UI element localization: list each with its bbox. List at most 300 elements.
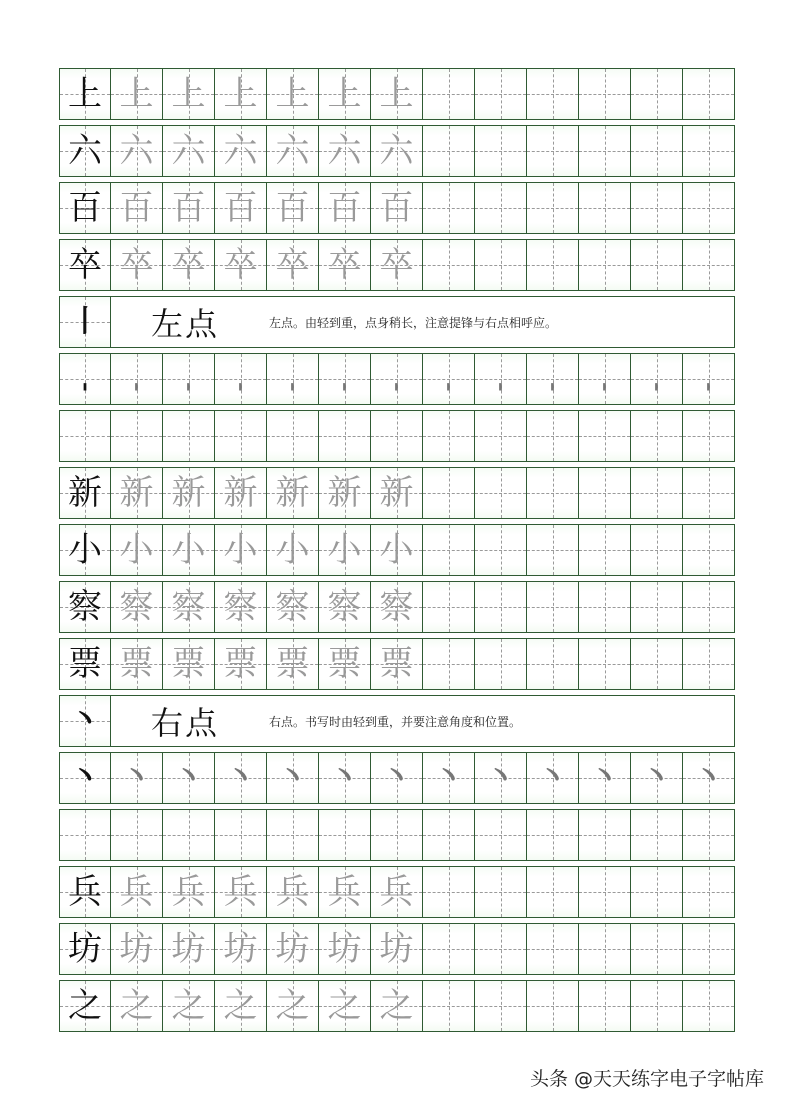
practice-cell[interactable] bbox=[215, 68, 267, 120]
practice-row-char bbox=[59, 467, 735, 519]
practice-cell[interactable] bbox=[683, 182, 735, 234]
practice-cell[interactable] bbox=[111, 923, 163, 975]
practice-cell[interactable] bbox=[319, 980, 371, 1032]
practice-cell[interactable] bbox=[527, 524, 579, 576]
trace-glyph: 坊 bbox=[275, 929, 310, 969]
trace-glyph: ˌ bbox=[236, 361, 245, 396]
practice-cell[interactable] bbox=[423, 410, 475, 462]
practice-cell[interactable] bbox=[59, 239, 111, 291]
trace-glyph: ˌ bbox=[652, 361, 661, 396]
practice-cell[interactable] bbox=[163, 353, 215, 405]
practice-cell[interactable] bbox=[423, 182, 475, 234]
practice-cell[interactable] bbox=[527, 353, 579, 405]
practice-cell[interactable] bbox=[631, 980, 683, 1032]
practice-cell[interactable] bbox=[527, 866, 579, 918]
practice-cell[interactable] bbox=[111, 410, 163, 462]
practice-cell[interactable] bbox=[527, 752, 579, 804]
trace-glyph: 百 bbox=[119, 188, 154, 228]
trace-glyph: 百 bbox=[275, 188, 310, 228]
model-glyph: 卒 bbox=[68, 245, 102, 285]
trace-glyph: ˌ bbox=[340, 361, 349, 396]
practice-row-char bbox=[59, 182, 735, 234]
practice-cell[interactable] bbox=[579, 581, 631, 633]
trace-glyph: ˌ bbox=[704, 361, 713, 396]
stroke-model-cell[interactable] bbox=[59, 296, 111, 348]
practice-cell[interactable] bbox=[319, 866, 371, 918]
practice-cell[interactable] bbox=[319, 809, 371, 861]
practice-cell[interactable] bbox=[631, 182, 683, 234]
practice-cell[interactable] bbox=[59, 353, 111, 405]
practice-cell[interactable] bbox=[163, 866, 215, 918]
practice-cell[interactable] bbox=[527, 581, 579, 633]
practice-cell[interactable] bbox=[579, 239, 631, 291]
practice-cell[interactable] bbox=[111, 182, 163, 234]
practice-cell[interactable] bbox=[163, 410, 215, 462]
practice-cell[interactable] bbox=[163, 809, 215, 861]
practice-cell[interactable] bbox=[371, 524, 423, 576]
practice-cell[interactable] bbox=[683, 68, 735, 120]
practice-row-char bbox=[59, 980, 735, 1032]
stroke-heading bbox=[111, 695, 735, 747]
practice-cell[interactable] bbox=[111, 125, 163, 177]
trace-glyph: 上 bbox=[223, 74, 258, 114]
trace-glyph: 之 bbox=[327, 986, 362, 1026]
trace-glyph: 察 bbox=[119, 587, 154, 627]
practice-cell[interactable] bbox=[527, 980, 579, 1032]
practice-row-blank bbox=[59, 809, 735, 861]
practice-cell[interactable] bbox=[631, 923, 683, 975]
practice-cell[interactable] bbox=[423, 809, 475, 861]
trace-glyph: 小 bbox=[171, 530, 206, 570]
practice-cell[interactable] bbox=[475, 524, 527, 576]
trace-glyph: 上 bbox=[327, 74, 362, 114]
practice-cell[interactable] bbox=[215, 239, 267, 291]
practice-cell[interactable] bbox=[267, 638, 319, 690]
practice-cell[interactable] bbox=[267, 524, 319, 576]
trace-glyph: 卒 bbox=[119, 245, 154, 285]
practice-cell[interactable] bbox=[423, 125, 475, 177]
practice-cell[interactable] bbox=[631, 581, 683, 633]
practice-cell[interactable] bbox=[579, 524, 631, 576]
model-glyph: 百 bbox=[68, 188, 102, 228]
practice-cell[interactable] bbox=[59, 68, 111, 120]
practice-cell[interactable] bbox=[475, 239, 527, 291]
practice-cell[interactable] bbox=[59, 410, 111, 462]
trace-glyph: 小 bbox=[119, 530, 154, 570]
practice-cell[interactable] bbox=[423, 581, 475, 633]
practice-cell[interactable] bbox=[111, 353, 163, 405]
trace-glyph: 百 bbox=[327, 188, 362, 228]
practice-cell[interactable] bbox=[631, 638, 683, 690]
model-glyph: 之 bbox=[68, 986, 102, 1026]
practice-cell[interactable] bbox=[215, 524, 267, 576]
practice-cell[interactable] bbox=[59, 923, 111, 975]
practice-cell[interactable] bbox=[371, 125, 423, 177]
practice-cell[interactable] bbox=[267, 68, 319, 120]
model-glyph: ˌ bbox=[80, 361, 90, 396]
practice-cell[interactable] bbox=[267, 410, 319, 462]
practice-cell[interactable] bbox=[319, 581, 371, 633]
practice-cell[interactable] bbox=[163, 68, 215, 120]
practice-cell[interactable] bbox=[683, 410, 735, 462]
practice-cell[interactable] bbox=[111, 752, 163, 804]
practice-cell[interactable] bbox=[371, 809, 423, 861]
practice-cell[interactable] bbox=[423, 467, 475, 519]
practice-cell[interactable] bbox=[215, 923, 267, 975]
practice-cell[interactable] bbox=[267, 809, 319, 861]
practice-row-char bbox=[59, 581, 735, 633]
trace-glyph: 之 bbox=[171, 986, 206, 1026]
practice-cell[interactable] bbox=[423, 68, 475, 120]
practice-cell[interactable] bbox=[59, 980, 111, 1032]
practice-cell[interactable] bbox=[527, 68, 579, 120]
practice-cell[interactable] bbox=[163, 239, 215, 291]
trace-glyph: 六 bbox=[171, 131, 206, 171]
practice-cell[interactable] bbox=[111, 866, 163, 918]
trace-glyph: 新 bbox=[275, 473, 310, 513]
practice-cell[interactable] bbox=[579, 68, 631, 120]
practice-cell[interactable] bbox=[527, 125, 579, 177]
practice-cell[interactable] bbox=[579, 125, 631, 177]
practice-cell[interactable] bbox=[59, 182, 111, 234]
practice-cell[interactable] bbox=[631, 125, 683, 177]
practice-cell[interactable] bbox=[683, 353, 735, 405]
practice-cell[interactable] bbox=[475, 410, 527, 462]
practice-cell[interactable] bbox=[423, 980, 475, 1032]
practice-cell[interactable] bbox=[59, 809, 111, 861]
practice-cell[interactable] bbox=[59, 752, 111, 804]
trace-glyph: 上 bbox=[171, 74, 206, 114]
practice-cell[interactable] bbox=[579, 467, 631, 519]
model-glyph: 兵 bbox=[68, 872, 102, 912]
trace-glyph: 新 bbox=[327, 473, 362, 513]
practice-cell[interactable] bbox=[423, 638, 475, 690]
trace-glyph: 卒 bbox=[275, 245, 310, 285]
practice-cell[interactable] bbox=[111, 581, 163, 633]
practice-cell[interactable] bbox=[683, 524, 735, 576]
practice-cell[interactable] bbox=[163, 182, 215, 234]
practice-cell[interactable] bbox=[475, 638, 527, 690]
trace-glyph: 兵 bbox=[119, 872, 154, 912]
trace-glyph: 百 bbox=[223, 188, 258, 228]
practice-cell[interactable] bbox=[111, 638, 163, 690]
practice-cell[interactable] bbox=[579, 809, 631, 861]
trace-glyph: 丶 bbox=[641, 760, 672, 795]
practice-cell[interactable] bbox=[683, 239, 735, 291]
practice-cell[interactable] bbox=[59, 581, 111, 633]
practice-cell[interactable] bbox=[631, 524, 683, 576]
trace-glyph: 六 bbox=[275, 131, 310, 171]
trace-glyph: 票 bbox=[119, 644, 154, 684]
practice-cell[interactable] bbox=[423, 524, 475, 576]
trace-glyph: 兵 bbox=[327, 872, 362, 912]
practice-row-char bbox=[59, 125, 735, 177]
practice-cell[interactable] bbox=[215, 866, 267, 918]
trace-glyph: 上 bbox=[119, 74, 154, 114]
trace-glyph: 兵 bbox=[171, 872, 206, 912]
trace-glyph: ˌ bbox=[132, 361, 141, 396]
trace-glyph: 百 bbox=[171, 188, 206, 228]
model-glyph: 丶 bbox=[70, 760, 100, 795]
practice-cell[interactable] bbox=[475, 68, 527, 120]
practice-cell[interactable] bbox=[319, 638, 371, 690]
practice-cell[interactable] bbox=[319, 182, 371, 234]
practice-cell[interactable] bbox=[527, 638, 579, 690]
practice-cell[interactable] bbox=[319, 410, 371, 462]
trace-glyph: 小 bbox=[223, 530, 258, 570]
trace-glyph: 丶 bbox=[589, 760, 620, 795]
practice-cell[interactable] bbox=[59, 524, 111, 576]
practice-cell[interactable] bbox=[475, 182, 527, 234]
practice-cell[interactable] bbox=[371, 866, 423, 918]
trace-glyph: 票 bbox=[171, 644, 206, 684]
practice-cell[interactable] bbox=[371, 410, 423, 462]
practice-cell[interactable] bbox=[683, 638, 735, 690]
practice-cell[interactable] bbox=[579, 182, 631, 234]
practice-cell[interactable] bbox=[215, 353, 267, 405]
model-glyph: 新 bbox=[68, 473, 102, 513]
practice-cell[interactable] bbox=[683, 752, 735, 804]
trace-glyph: ˌ bbox=[288, 361, 297, 396]
trace-glyph: 丶 bbox=[381, 760, 412, 795]
model-glyph: 坊 bbox=[68, 929, 102, 969]
practice-row-char bbox=[59, 638, 735, 690]
practice-row-stroke bbox=[59, 353, 735, 405]
stroke-glyph: 丨 bbox=[70, 304, 100, 339]
trace-glyph: 卒 bbox=[223, 245, 258, 285]
practice-cell[interactable] bbox=[267, 125, 319, 177]
practice-cell[interactable] bbox=[423, 923, 475, 975]
trace-glyph: 坊 bbox=[223, 929, 258, 969]
trace-glyph: 之 bbox=[223, 986, 258, 1026]
trace-glyph: 新 bbox=[171, 473, 206, 513]
practice-cell[interactable] bbox=[579, 923, 631, 975]
practice-cell[interactable] bbox=[267, 923, 319, 975]
model-glyph: 小 bbox=[68, 530, 102, 570]
practice-cell[interactable] bbox=[579, 866, 631, 918]
practice-cell[interactable] bbox=[163, 638, 215, 690]
practice-cell[interactable] bbox=[163, 467, 215, 519]
practice-cell[interactable] bbox=[475, 809, 527, 861]
practice-cell[interactable] bbox=[631, 68, 683, 120]
practice-cell[interactable] bbox=[59, 125, 111, 177]
watermark: 头条 @天天练字电子字帖库 bbox=[530, 1068, 765, 1090]
practice-cell[interactable] bbox=[319, 125, 371, 177]
trace-glyph: 丶 bbox=[225, 760, 256, 795]
practice-cell[interactable] bbox=[371, 923, 423, 975]
practice-cell[interactable] bbox=[683, 125, 735, 177]
practice-cell[interactable] bbox=[371, 467, 423, 519]
practice-cell[interactable] bbox=[371, 68, 423, 120]
practice-cell[interactable] bbox=[163, 581, 215, 633]
practice-cell[interactable] bbox=[579, 638, 631, 690]
trace-glyph: ˌ bbox=[600, 361, 609, 396]
trace-glyph: 丶 bbox=[537, 760, 568, 795]
practice-cell[interactable] bbox=[527, 809, 579, 861]
practice-cell[interactable] bbox=[319, 752, 371, 804]
practice-cell[interactable] bbox=[267, 581, 319, 633]
practice-cell[interactable] bbox=[371, 239, 423, 291]
practice-cell[interactable] bbox=[267, 182, 319, 234]
practice-cell[interactable] bbox=[319, 353, 371, 405]
trace-glyph: 察 bbox=[275, 587, 310, 627]
trace-glyph: ˌ bbox=[444, 361, 453, 396]
practice-cell[interactable] bbox=[527, 182, 579, 234]
practice-cell[interactable] bbox=[371, 638, 423, 690]
practice-cell[interactable] bbox=[527, 467, 579, 519]
trace-glyph: 新 bbox=[119, 473, 154, 513]
practice-cell[interactable] bbox=[475, 752, 527, 804]
practice-cell[interactable] bbox=[215, 638, 267, 690]
trace-glyph: 百 bbox=[379, 188, 414, 228]
practice-cell[interactable] bbox=[215, 581, 267, 633]
practice-cell[interactable] bbox=[319, 239, 371, 291]
practice-cell[interactable] bbox=[267, 980, 319, 1032]
trace-glyph: 察 bbox=[223, 587, 258, 627]
practice-cell[interactable] bbox=[319, 923, 371, 975]
trace-glyph: 上 bbox=[275, 74, 310, 114]
practice-cell[interactable] bbox=[579, 410, 631, 462]
practice-cell[interactable] bbox=[631, 752, 683, 804]
practice-cell[interactable] bbox=[163, 125, 215, 177]
practice-cell[interactable] bbox=[371, 353, 423, 405]
practice-cell[interactable] bbox=[423, 353, 475, 405]
practice-cell[interactable] bbox=[267, 752, 319, 804]
practice-cell[interactable] bbox=[631, 239, 683, 291]
trace-glyph: 丶 bbox=[693, 760, 724, 795]
trace-glyph: 票 bbox=[379, 644, 414, 684]
practice-cell[interactable] bbox=[215, 752, 267, 804]
practice-cell[interactable] bbox=[631, 866, 683, 918]
practice-cell[interactable] bbox=[319, 524, 371, 576]
practice-cell[interactable] bbox=[59, 467, 111, 519]
practice-cell[interactable] bbox=[631, 467, 683, 519]
practice-cell[interactable] bbox=[59, 638, 111, 690]
practice-cell[interactable] bbox=[683, 809, 735, 861]
practice-cell[interactable] bbox=[215, 125, 267, 177]
trace-glyph: 票 bbox=[275, 644, 310, 684]
practice-cell[interactable] bbox=[111, 524, 163, 576]
practice-cell[interactable] bbox=[111, 980, 163, 1032]
practice-cell[interactable] bbox=[319, 68, 371, 120]
trace-glyph: 之 bbox=[119, 986, 154, 1026]
trace-glyph: 兵 bbox=[223, 872, 258, 912]
practice-cell[interactable] bbox=[163, 752, 215, 804]
trace-glyph: 坊 bbox=[327, 929, 362, 969]
trace-glyph: 小 bbox=[327, 530, 362, 570]
practice-cell[interactable] bbox=[423, 866, 475, 918]
practice-cell[interactable] bbox=[215, 182, 267, 234]
trace-glyph: 小 bbox=[275, 530, 310, 570]
practice-cell[interactable] bbox=[475, 923, 527, 975]
practice-cell[interactable] bbox=[423, 752, 475, 804]
practice-cell[interactable] bbox=[59, 866, 111, 918]
practice-cell[interactable] bbox=[163, 980, 215, 1032]
practice-cell[interactable] bbox=[579, 752, 631, 804]
practice-cell[interactable] bbox=[215, 467, 267, 519]
trace-glyph: ˌ bbox=[548, 361, 557, 396]
practice-cell[interactable] bbox=[579, 980, 631, 1032]
practice-cell[interactable] bbox=[475, 866, 527, 918]
trace-glyph: 察 bbox=[327, 587, 362, 627]
practice-cell[interactable] bbox=[423, 239, 475, 291]
practice-cell[interactable] bbox=[683, 980, 735, 1032]
practice-cell[interactable] bbox=[475, 581, 527, 633]
trace-glyph: 票 bbox=[223, 644, 258, 684]
practice-cell[interactable] bbox=[267, 239, 319, 291]
practice-cell[interactable] bbox=[215, 410, 267, 462]
trace-glyph: 丶 bbox=[329, 760, 360, 795]
practice-cell[interactable] bbox=[267, 467, 319, 519]
trace-glyph: 丶 bbox=[277, 760, 308, 795]
model-glyph: 察 bbox=[68, 587, 102, 627]
practice-row-char bbox=[59, 68, 735, 120]
trace-glyph: 坊 bbox=[119, 929, 154, 969]
practice-cell[interactable] bbox=[371, 581, 423, 633]
stroke-heading bbox=[111, 296, 735, 348]
trace-glyph: 丶 bbox=[173, 760, 204, 795]
practice-cell[interactable] bbox=[111, 239, 163, 291]
practice-cell[interactable] bbox=[163, 524, 215, 576]
practice-cell[interactable] bbox=[215, 809, 267, 861]
practice-cell[interactable] bbox=[371, 752, 423, 804]
trace-glyph: 六 bbox=[223, 131, 258, 171]
trace-glyph: ˌ bbox=[392, 361, 401, 396]
trace-glyph: 六 bbox=[119, 131, 154, 171]
practice-cell[interactable] bbox=[527, 239, 579, 291]
practice-cell[interactable] bbox=[475, 980, 527, 1032]
trace-glyph: 兵 bbox=[275, 872, 310, 912]
practice-cell[interactable] bbox=[163, 923, 215, 975]
trace-glyph: 票 bbox=[327, 644, 362, 684]
practice-cell[interactable] bbox=[475, 467, 527, 519]
practice-cell[interactable] bbox=[215, 980, 267, 1032]
practice-cell[interactable] bbox=[631, 410, 683, 462]
practice-cell[interactable] bbox=[683, 467, 735, 519]
practice-cell[interactable] bbox=[111, 68, 163, 120]
model-glyph: 票 bbox=[68, 644, 102, 684]
trace-glyph: 小 bbox=[379, 530, 414, 570]
practice-cell[interactable] bbox=[475, 125, 527, 177]
practice-cell[interactable] bbox=[527, 410, 579, 462]
practice-cell[interactable] bbox=[631, 353, 683, 405]
practice-cell[interactable] bbox=[579, 353, 631, 405]
practice-cell[interactable] bbox=[371, 182, 423, 234]
practice-cell[interactable] bbox=[683, 923, 735, 975]
practice-cell[interactable] bbox=[371, 980, 423, 1032]
practice-cell[interactable] bbox=[683, 866, 735, 918]
practice-cell[interactable] bbox=[267, 353, 319, 405]
trace-glyph: 坊 bbox=[379, 929, 414, 969]
practice-cell[interactable] bbox=[527, 923, 579, 975]
trace-glyph: 坊 bbox=[171, 929, 206, 969]
practice-cell[interactable] bbox=[631, 809, 683, 861]
practice-cell[interactable] bbox=[319, 467, 371, 519]
stroke-model-cell[interactable] bbox=[59, 695, 111, 747]
trace-glyph: 新 bbox=[379, 473, 414, 513]
practice-cell[interactable] bbox=[683, 581, 735, 633]
practice-cell[interactable] bbox=[111, 809, 163, 861]
practice-cell[interactable] bbox=[475, 353, 527, 405]
practice-cell[interactable] bbox=[267, 866, 319, 918]
trace-glyph: 上 bbox=[379, 74, 414, 114]
stroke-description: 左点。由轻到重，点身稍长，注意提锋与右点相呼应。 bbox=[269, 315, 558, 330]
practice-row-blank bbox=[59, 410, 735, 462]
trace-glyph: 丶 bbox=[433, 760, 464, 795]
practice-cell[interactable] bbox=[111, 467, 163, 519]
trace-glyph: ˌ bbox=[184, 361, 193, 396]
trace-glyph: 之 bbox=[275, 986, 310, 1026]
